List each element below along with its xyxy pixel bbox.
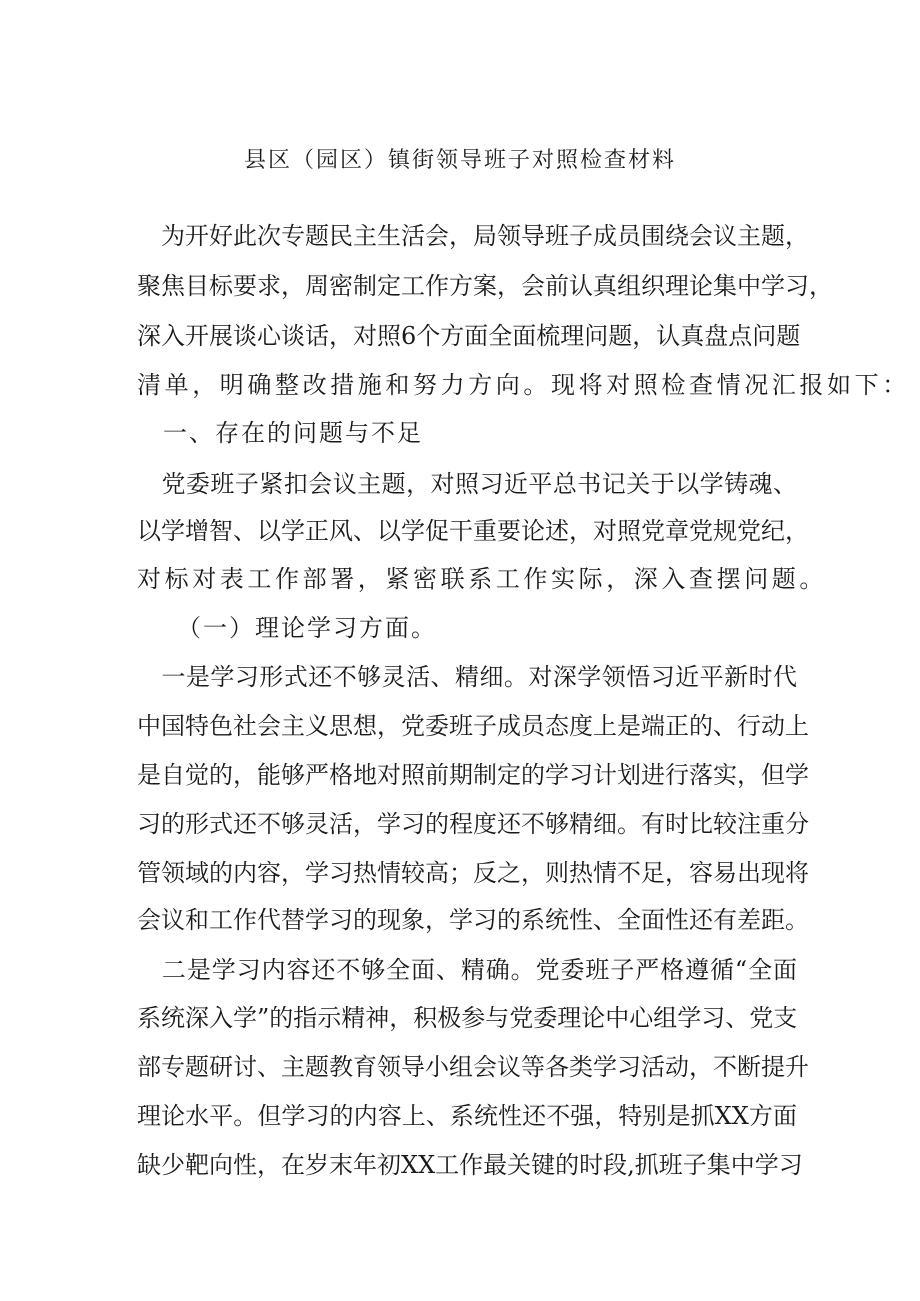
section-heading: 一、存在的问题与不足 [137,419,423,447]
body-line: 管领域的内容，学习热情较高；反之，则热情不足，容易出现将 [137,859,809,887]
body-line: 聚焦目标要求，周密制定工作方案，会前认真组织理论集中学习， [137,272,833,300]
body-line: 中国特色社会主义思想，党委班子成员态度上是端正的、行动上 [137,712,809,740]
body-line: 以学增智、以学正风、以学促干重要论述，对照党章党规党纪， [137,517,809,545]
body-line: 部专题研讨、主题教育领导小组会议等各类学习活动，不断提升 [137,1053,809,1081]
body-line: 为开好此次专题民主生活会，局领导班子成员围绕会议主题， [137,222,809,250]
body-line: 一是学习形式还不够灵活、精细。对深学领悟习近平新时代 [137,663,797,691]
body-line: 会议和工作代替学习的现象，学习的系统性、全面性还有差距。 [137,906,809,934]
body-line: 系统深入学”的指示精神，积极参与党委理论中心组学习、党支 [137,1004,798,1032]
body-line: 清单，明确整改措施和努力方向。现将对照检查情况汇报如下： [137,371,910,399]
subsection-heading: （一）理论学习方面。 [137,614,437,642]
body-line: 深入开展谈心谈话，对照6个方面全面梳理问题，认真盘点问题 [137,322,801,350]
document-title: 县区（园区）镇街领导班子对照检查材料 [243,148,676,173]
body-line: 对标对表工作部署，紧密联系工作实际，深入查摆问题。 [137,565,827,593]
body-line: 是自觉的，能够严格地对照前期制定的学习计划进行落实，但学 [137,761,809,789]
body-line: 党委班子紧扣会议主题，对照习近平总书记关于以学铸魂、 [137,470,797,498]
body-line: 习的形式还不够灵活，学习的程度还不够精细。有时比较注重分 [137,810,809,838]
body-line: 缺少靶向性，在岁末年初XX工作最关键的时段,抓班子集中学习 [137,1151,803,1179]
body-line: 二是学习内容还不够全面、精确。党委班子严格遵循“全面 [137,956,797,984]
body-line: 理论水平。但学习的内容上、系统性还不强，特别是抓XX方面 [137,1102,797,1130]
